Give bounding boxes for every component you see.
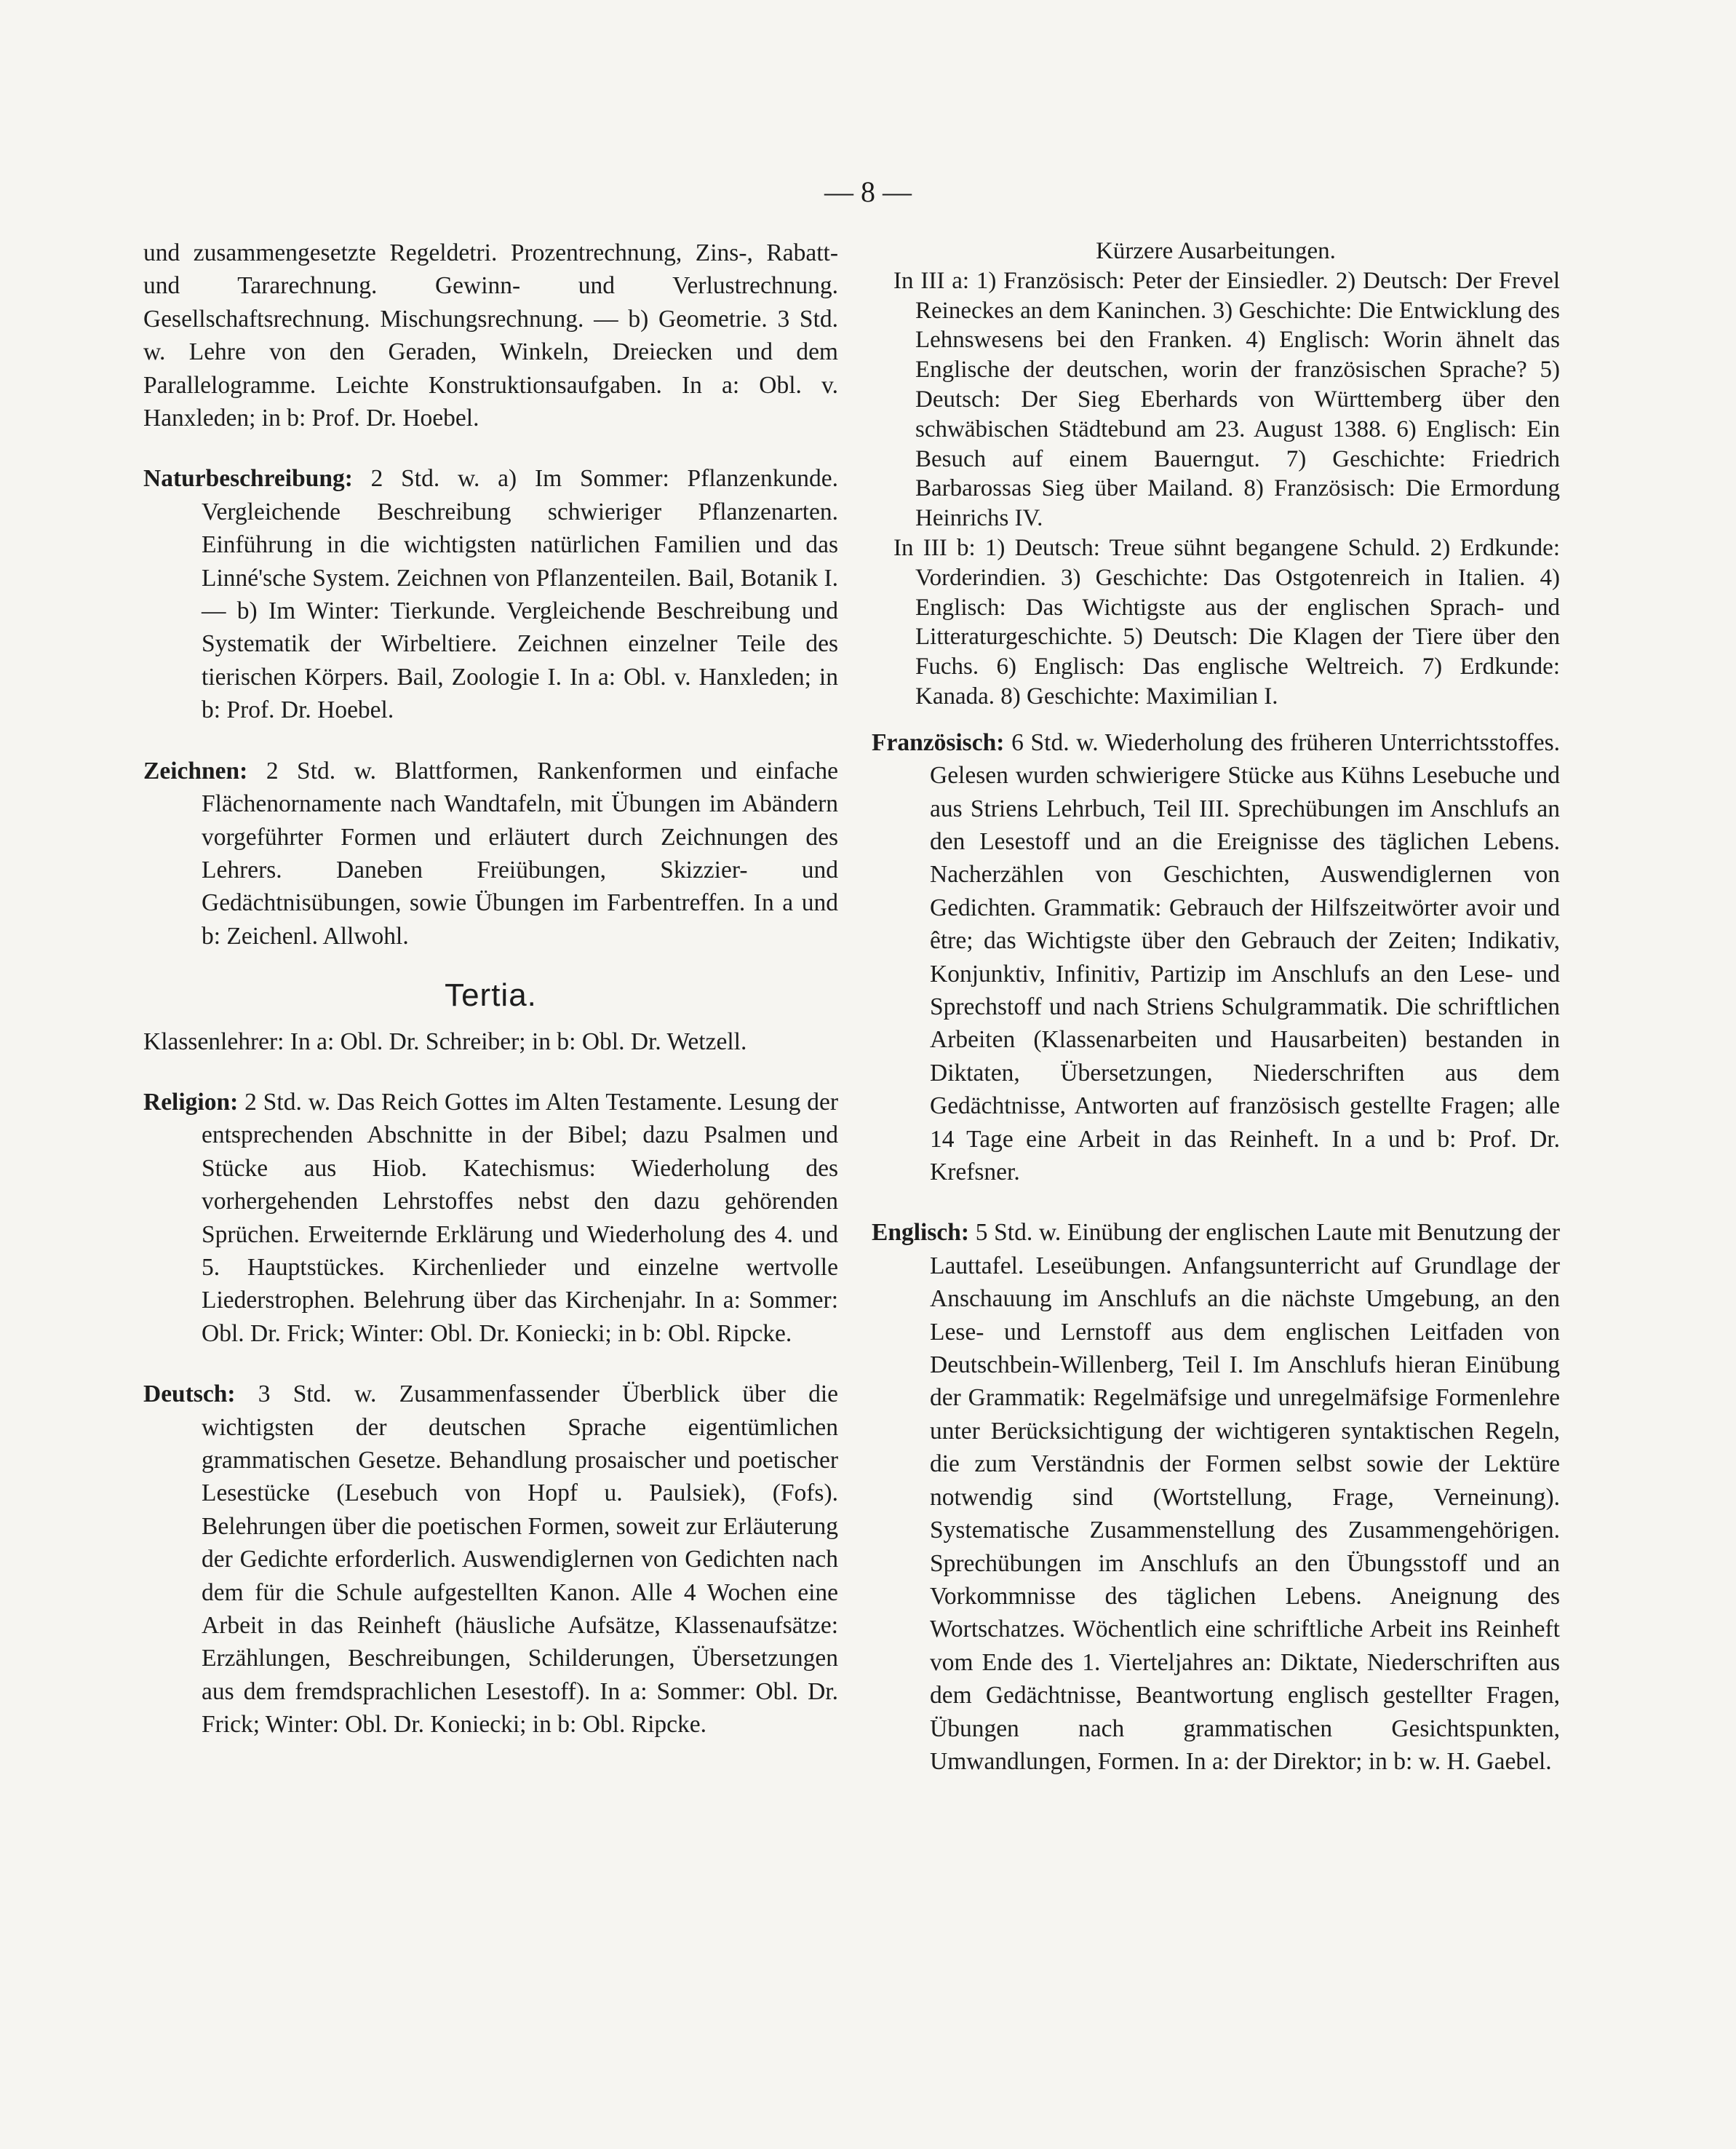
geometry-paragraph: und zusammengesetzte Regeldetri. Prozentrechnung, Zins-, Rabatt- und Tararechnung. Gewinn- und Verlustrechnung. Gesellschaftsrechnung. Mischungsrechnung. — b) Geometrie. 3 Std. w. Lehre von den Geraden, Winkeln, Dreiecken und dem Parallelogramme. Leichte Konstruktionsaufgaben. In a: Obl. v. Hanxleden; in b: Prof. Dr. Hoebel. [143,239,838,432]
naturbeschreibung-label: Naturbeschreibung: [143,465,353,493]
iiib-list: In III b: 1) Deutsch: Treue sühnt begangene Schuld. 2) Erdkunde: Vorderindien. 3) Geschichte: Das Ostgotenreich in Italien. 4) Englisch: Das Wichtigste aus der englischen Sprach- und Litteraturgeschichte. 5) Deutsch: Die Klagen der Tiere über den Fuchs. 6) Englisch: Das englische Weltreich. 7) Erdkunde: Kanada. 8) Geschichte: Maximilian I. [893,534,1560,710]
left-column [143,237,838,1741]
right-column [872,237,1560,1778]
religion-text: 2 Std. w. Das Reich Gottes im Alten Testamente. Lesung der entsprechenden Abschnitte in der Bibel; dazu Psalmen und Stücke aus Hiob. Katechismus: Wiederholung des vorhergehenden Lehrstoffes nebst den dazu gehörenden Sprüchen. Erweiternde Erklärung und Wiederholung des 4. und 5. Hauptstückes. Kirchenlieder und einzelne wertvolle Liederstrophen. Belehrung über das Kirchenjahr. In a: Sommer: Obl. Dr. Frick; Winter: Obl. Dr. Koniecki; in b: Obl. Ripcke. [202,1088,839,1347]
zeichnen-label: Zeichnen: [143,757,248,784]
page-number: — 8 — [824,175,912,208]
religion-paragraph [143,1086,838,1350]
section-heading-tertia: Tertia. [445,977,537,1014]
franzoesisch-label: Französisch: [872,728,1005,756]
franzoesisch-paragraph [872,726,1560,1189]
zeichnen-text: 2 Std. w. Blattformen, Rankenformen und einfache Flächenornamente nach Wandtafeln, mit Übungen im Abändern vorgeführter Formen und erläutert durch Zeichnungen des Lehrers. Daneben Freiübungen, Skizzier- und Gedächtnisübungen, sowie Übungen im Farbentreffen. In a und b: Zeichenl. Allwohl. [202,757,838,950]
englisch-paragraph [872,1216,1560,1778]
kuerzere-ausarbeitungen-heading: Kürzere Ausarbeitungen. [1096,238,1336,264]
kuerzere-ausarbeitungen-block [872,237,1560,712]
franzoesisch-text: 6 Std. w. Wiederholung des früheren Unterrichtsstoffes. Gelesen wurden schwierigere Stücke aus Kühns Lesebuche und aus Striens Lehrbuch, Teil III. Sprechübungen im Anschlufs an den Lesestoff und an die Ereignisse des täglichen Lebens. Nacherzählen von Geschichten, Auswendiglernen von Gedichten. Grammatik: Gebrauch der Hilfszeitwörter avoir und être; das Wichtigste über den Gebrauch der Zeiten; Indikativ, Konjunktiv, Infinitiv, Partizip im Anschlufs an den Lese- und Sprechstoff und nach Striens Schulgrammatik. Die schriftlichen Arbeiten (Klassenarbeiten und Hausarbeiten) bestanden in Diktaten, Übersetzungen, Niederschriften aus dem Gedächtnisse, Antworten auf französisch gestellte Fragen; alle 14 Tage eine Arbeit in das Reinheft. In a und b: Prof. Dr. Krefsner. [930,728,1561,1186]
klassenlehrer-line: Klassenlehrer: In a: Obl. Dr. Schreiber; in b: Obl. Dr. Wetzell. [143,1028,747,1055]
naturbeschreibung-paragraph [143,462,838,726]
englisch-label: Englisch: [872,1219,970,1247]
iiia-list: In III a: 1) Französisch: Peter der Einsiedler. 2) Deutsch: Der Frevel Reineckes an dem Kaninchen. 3) Geschichte: Die Entwicklung des Lehnswesens bei den Franken. 4) Englisch: Worin ähnelt das Englische der deutschen, worin der französischen Sprache? 5) Deutsch: Der Sieg Eberhards von Württemberg über den schwäbischen Städtebund am 23. August 1388. 6) Englisch: Ein Besuch auf einem Bauerngut. 7) Geschichte: Friedrich Barbarossas Sieg über Mailand. 8) Französisch: Die Ermordung Heinrichs IV. [893,267,1560,532]
deutsch-paragraph [143,1378,838,1741]
deutsch-text: 3 Std. w. Zusammenfassender Überblick über die wichtigsten der deutschen Sprache eigentümlichen grammatischen Gesetze. Behandlung prosaischer und poetischer Lesestücke (Lesebuch von Hopf u. Paulsiek), (Fofs). Belehrungen über die poetischen Formen, soweit zur Erläuterung der Gedichte erforderlich. Auswendiglernen von Gedichten nach dem für die Schule aufgestellten Kanon. Alle 4 Wochen eine Arbeit in das Reinheft (häusliche Aufsätze, Klassenaufsätze: Erzählungen, Beschreibungen, Schilderungen, Übersetzungen aus dem fremdsprachlichen Lesestoff). In a: Sommer: Obl. Dr. Frick; Winter: Obl. Dr. Koniecki; in b: Obl. Ripcke. [202,1381,839,1739]
zeichnen-paragraph [143,755,838,953]
deutsch-label: Deutsch: [143,1381,236,1408]
religion-label: Religion: [143,1088,239,1116]
naturbeschreibung-text: 2 Std. w. a) Im Sommer: Pflanzenkunde. Vergleichende Beschreibung schwieriger Pflanzenarten. Einführung in die wichtigsten natürlichen Familien und das Linné'sche System. Zeichnen von Pflanzenteilen. Bail, Botanik I. — b) Im Winter: Tierkunde. Vergleichende Beschreibung und Systematik der Wirbeltiere. Zeichnen einzelner Teile des tierischen Körpers. Bail, Zoologie I. In a: Obl. v. Hanxleden; in b: Prof. Dr. Hoebel. [202,465,839,724]
englisch-text: 5 Std. w. Einübung der englischen Laute mit Benutzung der Lauttafel. Leseübungen. Anfangsunterricht auf Grundlage der Anschauung im Anschlufs an die nächste Umgebung, an den Lese- und Lernstoff aus dem englischen Leitfaden von Deutschbein-Willenberg, Teil I. Im Anschlufs hieran Einübung der Grammatik: Regelmäfsige und unregelmäfsige Formenlehre unter Berücksichtigung der wichtigeren syntaktischen Regeln, die zum Verständnis der Formen selbst sowie der Lektüre notwendig sind (Wortstellung, Frage, Verneinung). Systematische Zusammenstellung des Zusammengehörigen. Sprechübungen im Anschlufs an den Übungsstoff und an Vorkommnisse des täglichen Lebens. Aneignung des Wortschatzes. Wöchentlich eine schriftliche Arbeit ins Reinheft vom Ende des 1. Vierteljahres an: Diktate, Niederschriften aus dem Gedächtnisse, Beantwortung englisch gestellter Fragen, Übungen nach grammatischen Gesichtspunkten, Umwandlungen, Formen. In a: der Direktor; in b: w. H. Gaebel. [930,1219,1561,1775]
